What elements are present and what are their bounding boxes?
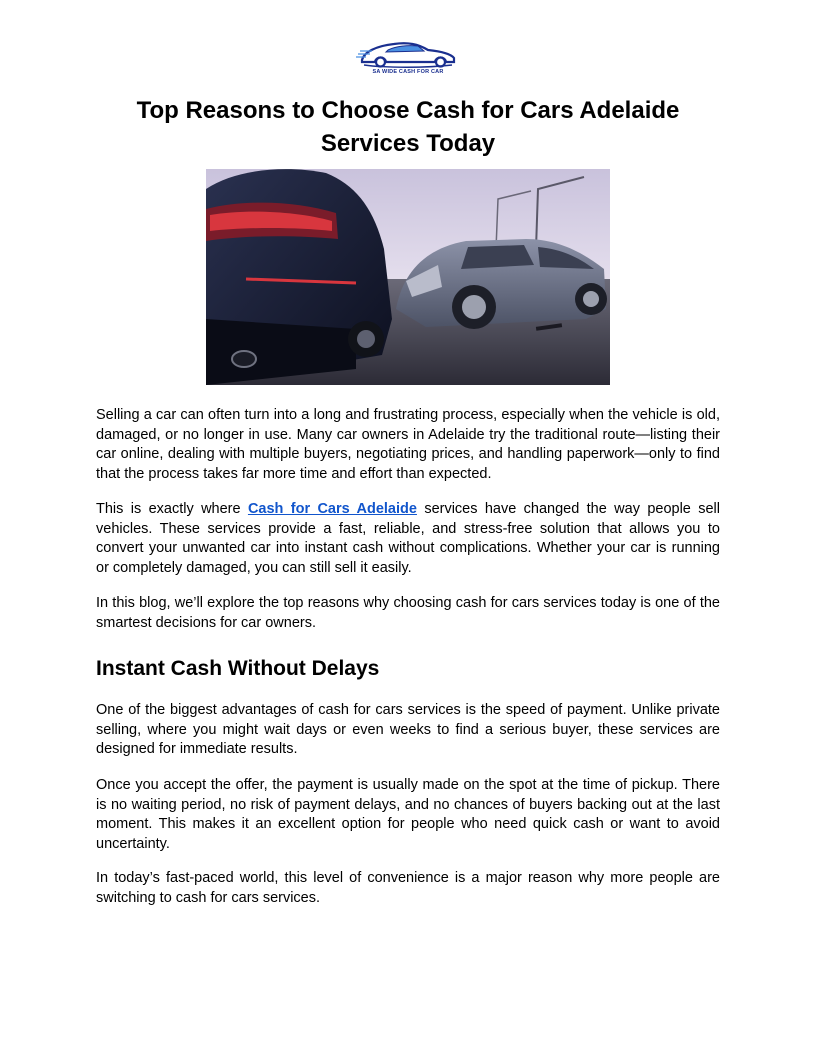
cash-for-cars-adelaide-link[interactable]: Cash for Cars Adelaide (247, 501, 417, 517)
intro-paragraph: In this blog, we’ll explore the top reasons why choosing cash for cars services today is one of the smartest decisions for car owners. (96, 595, 720, 631)
car-crash-photo (206, 169, 610, 385)
intro-paragraph: Selling a car can often turn into a long and frustrating process, especially when the vehicle is old, damaged, or no longer in use. Many car owners in Adelaide try the traditional route—listing their car online, dealing with multiple buyers, negotiating prices, and handling paperwork—only to find that the process takes far more time and effort than expected. (96, 407, 720, 482)
paragraph-text: This is exactly where (96, 501, 248, 517)
car-logo-icon (356, 38, 460, 70)
section-paragraph: Once you accept the offer, the payment is usually made on the spot at the time of pickup. There is no waiting period, no risk of payment delays, and no chances of buyers backing out at the last moment. This makes it an excellent option for people who need quick cash or want to avoid uncertainty. (96, 777, 720, 852)
page-title: Top Reasons to Choose Cash for Cars Adelaide Services Today (136, 97, 680, 157)
intro-paragraph-with-link (96, 500, 720, 578)
section-paragraph: In today’s fast-paced world, this level of convenience is a major reason why more people are switching to cash for cars services. (96, 870, 720, 906)
section-heading: Instant Cash Without Delays (96, 657, 380, 680)
logo-text: SA WIDE CASH FOR CAR (372, 69, 444, 75)
section-paragraph: One of the biggest advantages of cash for cars services is the speed of payment. Unlike private selling, where you might wait days or even weeks to find a serious buyer, these services are designed for immediate results. (96, 702, 720, 757)
hero-image (206, 169, 610, 385)
paragraph-text: services have changed the way people sell vehicles. These services provide a fast, reliable, and stress-free solution that allows you to convert your unwanted car into instant cash without complications. Whether your car is running or completely damaged, you can still sell it easily. (96, 501, 720, 576)
logo (356, 38, 460, 82)
